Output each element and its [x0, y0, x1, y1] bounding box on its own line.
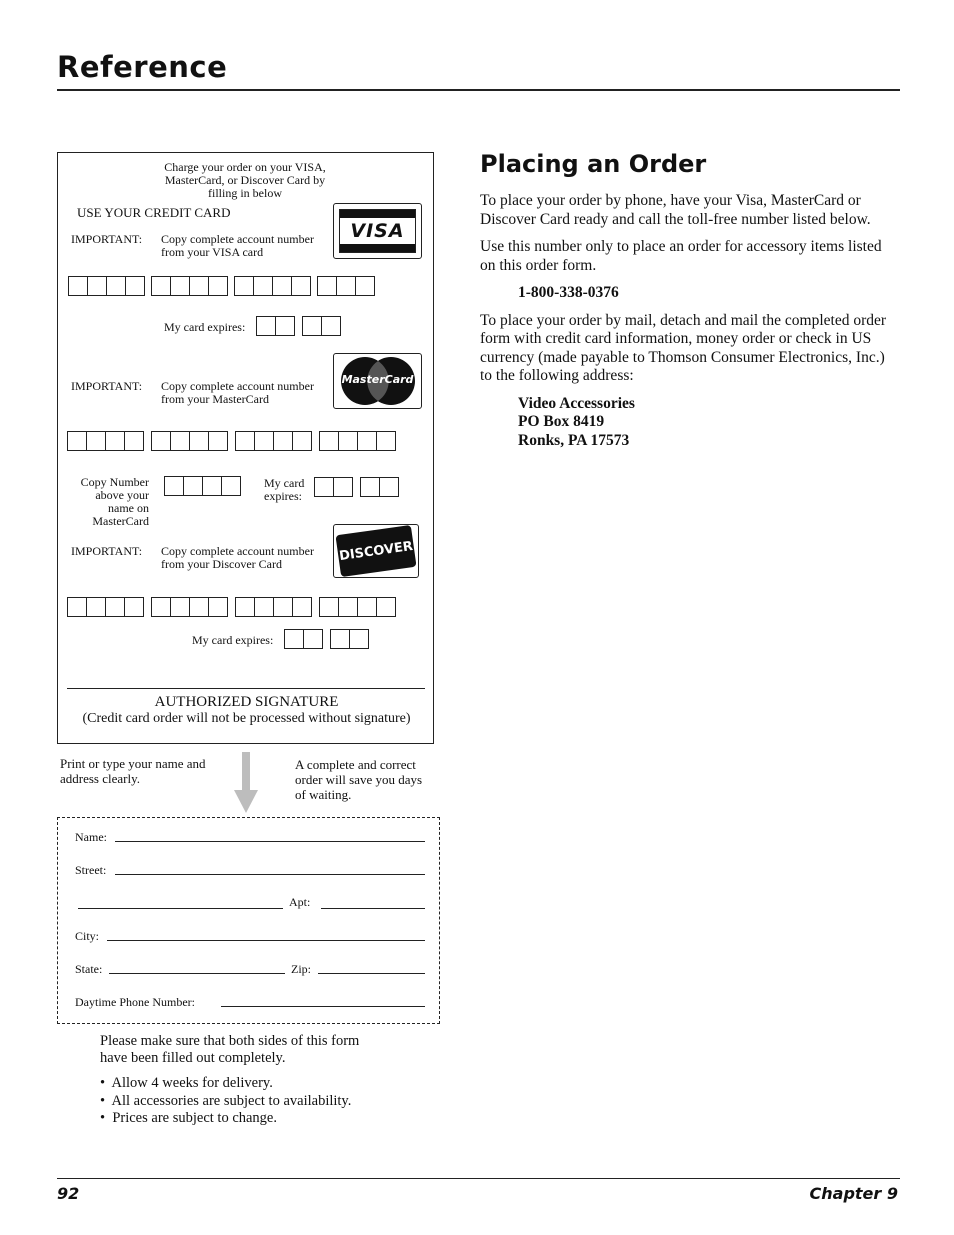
discover-important-label: IMPORTANT:: [71, 544, 143, 558]
visa-expires-label: My card expires:: [164, 320, 246, 334]
visa-important-label: IMPORTANT:: [71, 232, 143, 246]
mastercard-expires-label: My card expires:: [264, 476, 305, 503]
discover-instruction: Copy complete account number from your Discover Card: [161, 544, 314, 571]
signature-note: (Credit card order will not be processed without signature): [82, 711, 411, 726]
discover-logo-text: DISCOVER: [338, 538, 414, 564]
completion-note: Please make sure that both sides of this form have been filled out completely.: [100, 1033, 360, 1066]
credit-card-form: [57, 152, 434, 744]
phone-label: Daytime Phone Number:: [75, 995, 195, 1009]
name-label: Name:: [75, 830, 107, 844]
visa-account-number-boxes[interactable]: [68, 276, 375, 296]
signature-line[interactable]: [67, 688, 425, 689]
address-line: Ronks, PA 17573: [518, 431, 630, 449]
street-field[interactable]: [115, 874, 425, 875]
page-header-title: Reference: [57, 50, 228, 84]
charge-instructions: Charge your order on your VISA, MasterCard, or Discover Card by filling in below: [164, 160, 326, 200]
mastercard-important-label: IMPORTANT:: [71, 379, 143, 393]
discover-account-number-boxes[interactable]: [67, 597, 396, 617]
state-field[interactable]: [109, 973, 285, 974]
mastercard-account-number-boxes[interactable]: [67, 431, 396, 451]
footer-rule: [57, 1178, 900, 1179]
header-rule: [57, 89, 900, 91]
arrow-down-icon: [233, 752, 259, 814]
street-line-2-field[interactable]: [78, 908, 283, 909]
state-label: State:: [75, 962, 103, 976]
mailing-address: [518, 395, 900, 451]
visa-logo-text: VISA: [350, 220, 405, 242]
address-note-right: A complete and correct order will save you days of waiting.: [295, 757, 423, 802]
apt-label: Apt:: [289, 895, 311, 909]
mastercard-instruction: Copy complete account number from your MasterCard: [161, 379, 314, 406]
chapter-label: Chapter 9: [809, 1184, 898, 1203]
toll-free-number: 1-800-338-0376: [518, 284, 619, 301]
phone-order-paragraph: To place your order by phone, have your Visa, MasterCard or Discover Card ready and call the toll-free number listed below.: [480, 192, 871, 228]
mastercard-logo-text: MasterCard: [341, 373, 414, 386]
bullet-item: • All accessories are subject to availability.: [100, 1092, 352, 1109]
bullet-item: • Prices are subject to change.: [100, 1110, 277, 1126]
mastercard-copy-number-label: Copy Number above your name on MasterCard: [80, 475, 149, 528]
bullet-item: • Allow 4 weeks for delivery.: [100, 1075, 273, 1091]
signature-label: AUTHORIZED SIGNATURE: [154, 694, 339, 710]
city-label: City:: [75, 929, 100, 943]
address-line: PO Box 8419: [518, 413, 605, 430]
mastercard-expiry-boxes[interactable]: [314, 477, 399, 497]
discover-logo: [333, 524, 419, 578]
zip-label: Zip:: [291, 962, 311, 976]
zip-field[interactable]: [318, 973, 425, 974]
address-form: [57, 817, 440, 1024]
street-label: Street:: [75, 863, 107, 877]
delivery-bullets: [100, 1075, 351, 1128]
page-number: 92: [57, 1184, 80, 1203]
city-field[interactable]: [107, 940, 425, 941]
mastercard-logo: [333, 353, 422, 409]
address-line: Video Accessories: [518, 394, 635, 412]
apt-field[interactable]: [321, 908, 425, 909]
visa-expiry-boxes[interactable]: [256, 316, 341, 336]
visa-logo: [333, 203, 422, 259]
mail-order-paragraph: To place your order by mail, detach and mail the completed order form with credit card information, money order or check in US currency (made payable to Thomson Consumer Electronics, Inc.) to the following address:: [480, 311, 887, 384]
phone-field[interactable]: [221, 1006, 425, 1007]
placing-order-text: [480, 192, 900, 450]
name-field[interactable]: [115, 841, 425, 842]
accessory-only-paragraph: Use this number only to place an order for accessory items listed on this order form.: [480, 238, 882, 274]
placing-order-title: Placing an Order: [480, 150, 707, 178]
use-card-label: USE YOUR CREDIT CARD: [77, 205, 231, 220]
discover-expires-label: My card expires:: [192, 633, 274, 647]
address-note-left: Print or type your name and address clearly.: [60, 756, 206, 786]
mastercard-name-number-boxes[interactable]: [164, 476, 241, 496]
discover-expiry-boxes[interactable]: [284, 629, 369, 649]
visa-instruction: Copy complete account number from your VISA card: [161, 232, 314, 259]
